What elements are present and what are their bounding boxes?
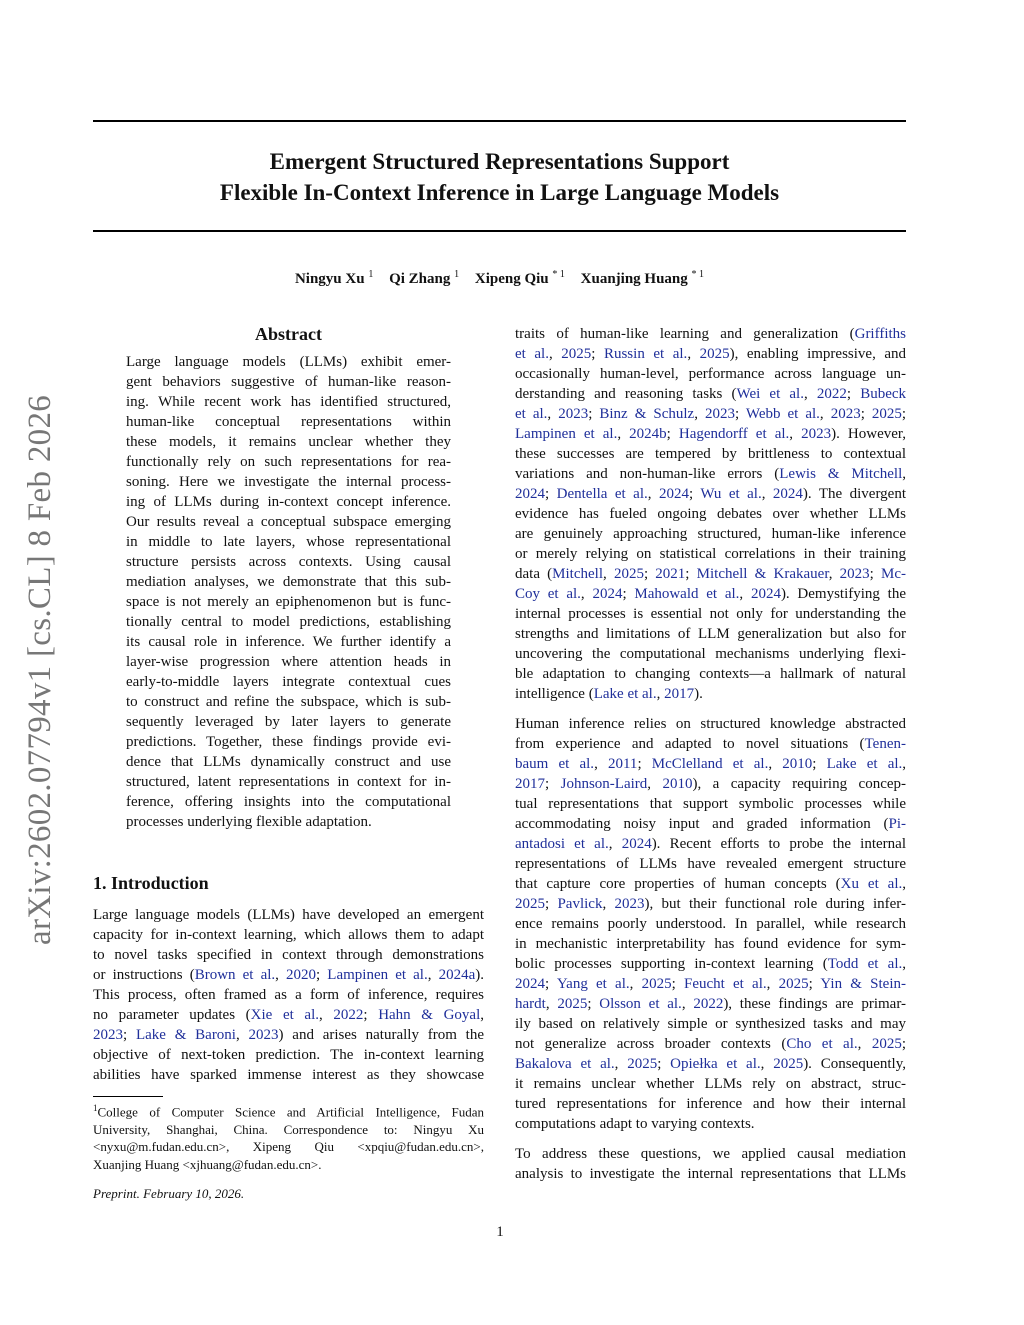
body-line bbox=[515, 484, 906, 504]
footnote-text: Xuanjing Huang <xjhuang@fudan.edu.cn>. bbox=[93, 1156, 322, 1172]
author-list bbox=[93, 265, 906, 289]
intro-line bbox=[93, 965, 484, 985]
intro-line bbox=[93, 1045, 484, 1065]
citation-link[interactable]: Dentella et al. bbox=[556, 486, 648, 502]
citation-link[interactable]: et al. bbox=[515, 406, 548, 422]
citation-link[interactable]: Mitchell bbox=[552, 566, 603, 582]
section-heading-introduction: 1. Introduction bbox=[93, 873, 209, 893]
text-run: ; bbox=[588, 406, 600, 422]
text-run: ), enabling impressive, and bbox=[729, 346, 907, 362]
text-run: ; bbox=[123, 1027, 136, 1043]
abstract-line: ing of LLMs during in-context concept inference. bbox=[126, 494, 451, 510]
body-line bbox=[515, 874, 906, 894]
abstract-line: gent behaviors suggestive of human-like reason- bbox=[126, 374, 451, 390]
body-line bbox=[515, 1074, 906, 1094]
citation-link[interactable]: Pi- bbox=[888, 816, 906, 832]
text-run: , bbox=[760, 1056, 774, 1072]
text-run: , bbox=[768, 756, 783, 772]
text-run: , bbox=[427, 967, 439, 983]
text-run: ; bbox=[869, 566, 882, 582]
text-run: Large language models (LLMs) have developed an emergent bbox=[93, 907, 484, 923]
body-line bbox=[515, 794, 906, 814]
text-run: ; bbox=[685, 566, 697, 582]
abstract-line: space is not merely an epiphenomenon but is func- bbox=[126, 594, 451, 610]
text-run: internal processes is essential not only for understanding the bbox=[515, 606, 906, 622]
text-run: traits of human-like learning and generalization ( bbox=[515, 326, 855, 342]
citation-link[interactable]: 2023 bbox=[93, 1027, 123, 1043]
citation-link[interactable]: 2021 bbox=[655, 566, 686, 582]
citation-link[interactable]: 2025 bbox=[641, 976, 672, 992]
footnote-rule bbox=[93, 1096, 163, 1097]
body-line bbox=[515, 584, 906, 604]
text-run: , bbox=[739, 586, 751, 602]
citation-link[interactable]: 2023 bbox=[830, 406, 861, 422]
intro-line bbox=[93, 1005, 484, 1025]
text-run: , bbox=[789, 426, 802, 442]
text-run: , bbox=[594, 756, 608, 772]
citation-link[interactable]: Opiełka et al. bbox=[670, 1056, 761, 1072]
abstract-line: dence that LLMs dynamically construct and use bbox=[126, 754, 451, 770]
text-run: ). Consequently, bbox=[803, 1056, 906, 1072]
citation-link[interactable]: 2023 bbox=[614, 896, 645, 912]
body-line bbox=[515, 404, 906, 424]
text-run: , bbox=[694, 406, 705, 422]
citation-link[interactable]: 2020 bbox=[286, 967, 317, 983]
abstract-line: layer-wise progression where attention heads in bbox=[126, 654, 451, 670]
abstract-line: Large language models (LLMs) exhibit emer- bbox=[126, 354, 451, 370]
citation-link[interactable]: 2025 bbox=[871, 1036, 902, 1052]
citation-link[interactable]: Brown et al. bbox=[194, 967, 276, 983]
citation-link[interactable]: 2024b bbox=[629, 426, 667, 442]
citation-link[interactable]: Mc- bbox=[881, 566, 907, 582]
text-run: data ( bbox=[515, 566, 553, 582]
text-run: This process, often framed as a form of inference, requires bbox=[93, 987, 484, 1003]
citation-link[interactable]: 2022 bbox=[333, 1007, 364, 1023]
text-run: , bbox=[603, 566, 614, 582]
text-run: ). The divergent bbox=[802, 486, 907, 502]
text-run: ; bbox=[591, 346, 604, 362]
text-run: , bbox=[614, 1056, 628, 1072]
text-run: ; bbox=[901, 1036, 907, 1052]
citation-link[interactable]: 2022 bbox=[816, 386, 847, 402]
abstract-line: structured, latent representations in context for in- bbox=[126, 774, 451, 790]
citation-link[interactable]: 2024a bbox=[438, 967, 476, 983]
body-line bbox=[515, 1144, 906, 1164]
text-run: ). Recent efforts to probe the internal bbox=[651, 836, 906, 852]
text-run: , bbox=[819, 406, 831, 422]
author: Ningyu Xu $^1$ bbox=[294, 269, 374, 287]
citation-link[interactable]: 2017 bbox=[664, 686, 695, 702]
citation-link[interactable]: Todd et al. bbox=[827, 956, 903, 972]
abstract-line: predictions. Together, these findings provide evi- bbox=[126, 734, 451, 750]
text-run: that capture core properties of human concepts ( bbox=[515, 876, 841, 892]
citation-link[interactable]: 2024 bbox=[621, 836, 652, 852]
text-run: objective of next-token prediction. The in-context learning bbox=[93, 1047, 484, 1063]
citation-link[interactable]: Lewis & Mitchell bbox=[779, 466, 903, 482]
text-run: no parameter updates ( bbox=[93, 1007, 251, 1023]
text-run: ; bbox=[808, 976, 821, 992]
text-run: ). However, bbox=[831, 426, 907, 442]
abstract-line: processes underlying flexible adaptation. bbox=[126, 814, 372, 830]
body-line bbox=[515, 464, 906, 484]
citation-link[interactable]: 2024 bbox=[515, 976, 545, 992]
text-run: ). bbox=[475, 967, 485, 983]
text-run: ; bbox=[657, 1056, 671, 1072]
body-line bbox=[515, 544, 906, 564]
citation-link[interactable]: Binz & Schulz bbox=[599, 406, 695, 422]
citation-link[interactable]: Xie et al. bbox=[250, 1007, 319, 1023]
intro-line bbox=[93, 1025, 484, 1045]
citation-link[interactable]: Olsson et al. bbox=[599, 996, 682, 1012]
introduction-text bbox=[93, 905, 484, 1085]
citation-link[interactable]: baum et al. bbox=[515, 756, 595, 772]
citation-link[interactable]: 2025 bbox=[778, 976, 809, 992]
text-run: representations of LLMs have revealed emergent structure bbox=[515, 856, 906, 872]
text-run: analysis to investigate the internal representations that LLMs bbox=[515, 1166, 906, 1182]
abstract-line: sequently leveraged by later layers to generate bbox=[126, 714, 451, 730]
citation-link[interactable]: Lake et al. bbox=[826, 756, 903, 772]
abstract-line: structure persists across contexts. Using causal bbox=[126, 554, 451, 570]
text-run: , bbox=[902, 756, 907, 772]
text-run: strengths and limitations of LLM generalization but also for bbox=[515, 626, 906, 642]
text-run: ; bbox=[688, 486, 701, 502]
title-top-rule bbox=[93, 120, 906, 122]
body-line bbox=[515, 994, 906, 1014]
citation-link[interactable]: 2025 bbox=[699, 346, 730, 362]
footnote-text: University, Shanghai, China. Correspondence to: Ningyu Xu bbox=[93, 1121, 484, 1137]
body-line bbox=[515, 1164, 906, 1184]
text-run: tured representations for inference and how their internal bbox=[515, 1096, 906, 1112]
abstract-line: ference, offering insights into the computational bbox=[126, 794, 451, 810]
text-run: , bbox=[319, 1007, 334, 1023]
author: Xipeng Qiu $^{* 1}$ bbox=[474, 269, 565, 287]
body-line bbox=[515, 974, 906, 994]
body-line bbox=[515, 934, 906, 954]
footnote-line bbox=[93, 1121, 484, 1139]
footnote-line bbox=[93, 1100, 484, 1121]
citation-link[interactable]: Wei et al. bbox=[736, 386, 804, 402]
body-line bbox=[515, 1014, 906, 1034]
text-run: , bbox=[548, 346, 562, 362]
citation-link[interactable]: 2023 bbox=[704, 406, 735, 422]
text-run: accommodating noisy input and graded information ( bbox=[515, 816, 889, 832]
body-line bbox=[515, 324, 906, 344]
abstract-line: Our results reveal a conceptual subspace emerging bbox=[126, 514, 451, 530]
citation-link[interactable]: Mahowald et al. bbox=[634, 586, 740, 602]
text-run: these successes are tempered by brittleness to contextual bbox=[515, 446, 906, 462]
citation-link[interactable]: 2017 bbox=[515, 776, 545, 792]
title-bottom-rule bbox=[93, 230, 906, 232]
citation-link[interactable]: Coy et al. bbox=[515, 586, 581, 602]
text-run: ; bbox=[545, 776, 561, 792]
footnote-text: <nyxu@m.fudan.edu.cn>, Xipeng Qiu <xpqiu@fudan.edu.cn>, bbox=[93, 1139, 484, 1155]
text-run: or merely relying on statistical correlations in their training bbox=[515, 546, 906, 562]
body-paragraph bbox=[515, 324, 906, 704]
body-line bbox=[515, 894, 906, 914]
text-run: ). bbox=[694, 686, 703, 702]
text-run: , bbox=[545, 996, 558, 1012]
text-run: , bbox=[803, 386, 817, 402]
citation-link[interactable]: Cho et al. bbox=[786, 1036, 858, 1052]
text-run: , bbox=[235, 1027, 249, 1043]
abstract-line: its causal role in inference. We further identify a bbox=[126, 634, 451, 650]
text-run: tual representations that support symbolic processes while bbox=[515, 796, 906, 812]
abstract-line: ing. While recent work has identified structured, bbox=[126, 394, 451, 410]
text-run: , bbox=[766, 976, 779, 992]
text-run: ). Demystifying the bbox=[780, 586, 907, 602]
citation-link[interactable]: Webb et al. bbox=[745, 406, 820, 422]
citation-link[interactable]: 2010 bbox=[782, 756, 813, 772]
abstract-line: to construct and refine the subspace, which is sub- bbox=[126, 694, 451, 710]
body-line bbox=[515, 954, 906, 974]
text-run: , bbox=[480, 1007, 485, 1023]
intro-line bbox=[93, 925, 484, 945]
citation-link[interactable]: Hahn & Goyal bbox=[378, 1007, 481, 1023]
author: Xuanjing Huang $^{* 1}$ bbox=[580, 269, 705, 287]
title-line-1: Emergent Structured Representations Support bbox=[269, 149, 730, 174]
text-run: ; bbox=[545, 896, 558, 912]
text-run: , bbox=[902, 956, 906, 972]
citation-link[interactable]: 2023 bbox=[248, 1027, 279, 1043]
text-run: evidence has fueled ongoing debates over whether LLMs bbox=[515, 506, 906, 522]
text-run: , bbox=[602, 896, 615, 912]
body-line bbox=[515, 524, 906, 544]
footnote-mark: 1 bbox=[93, 1103, 98, 1113]
abstract-text bbox=[126, 352, 451, 832]
text-run: ble adaptation to changing contexts—a hallmark of natural bbox=[515, 666, 906, 682]
citation-link[interactable]: Pavlick bbox=[557, 896, 603, 912]
text-run: ; bbox=[812, 756, 827, 772]
footnote-line bbox=[93, 1138, 484, 1156]
body-line bbox=[515, 384, 906, 404]
citation-link[interactable]: Bubeck bbox=[860, 386, 907, 402]
text-run: Human inference relies on structured knowledge abstracted bbox=[515, 716, 906, 732]
body-line bbox=[515, 564, 906, 584]
text-run: in mechanistic interpretability has found evidence for sym- bbox=[515, 936, 906, 952]
text-run: , bbox=[647, 776, 663, 792]
citation-link[interactable]: Griffiths bbox=[854, 326, 906, 342]
body-line bbox=[515, 734, 906, 754]
text-run: , bbox=[857, 1036, 872, 1052]
body-line bbox=[515, 834, 906, 854]
body-line bbox=[515, 424, 906, 444]
text-run: derstanding and reasoning tasks ( bbox=[515, 386, 737, 402]
text-run: , bbox=[617, 426, 630, 442]
citation-link[interactable]: Yang et al. bbox=[556, 976, 630, 992]
text-run: , bbox=[547, 406, 559, 422]
text-run: to novel tasks specified in context through demonstrations bbox=[93, 947, 484, 963]
body-line bbox=[515, 504, 906, 524]
body-line bbox=[515, 444, 906, 464]
affiliation-footnote bbox=[93, 1100, 484, 1173]
citation-link[interactable]: Lampinen et al. bbox=[327, 967, 428, 983]
body-line bbox=[515, 624, 906, 644]
title-line-2: Flexible In-Context Inference in Large Language Models bbox=[219, 180, 780, 205]
citation-link[interactable]: Hagendorff et al. bbox=[678, 426, 790, 442]
text-run: ; bbox=[671, 976, 684, 992]
text-run: , bbox=[580, 586, 593, 602]
citation-link[interactable]: et al. bbox=[515, 346, 549, 362]
body-line bbox=[515, 684, 906, 704]
citation-link[interactable]: 2025 bbox=[773, 1056, 804, 1072]
text-run: it remains unclear whether LLMs rely on abstract, struc- bbox=[515, 1076, 906, 1092]
text-run: uncovering the computational mechanisms underlying flexi- bbox=[515, 646, 906, 662]
abstract-line: tionally central to model predictions, establishing bbox=[126, 614, 451, 630]
citation-link[interactable]: antadosi et al. bbox=[515, 836, 609, 852]
text-run: ; bbox=[637, 756, 652, 772]
text-run: , bbox=[687, 346, 700, 362]
text-run: or instructions ( bbox=[93, 967, 195, 983]
citation-link[interactable]: 2025 bbox=[613, 566, 644, 582]
text-run: ence remains poorly understood. In parallel, while research bbox=[515, 916, 906, 932]
body-line bbox=[515, 1094, 906, 1114]
abstract-line: soning. Here we investigate the internal process- bbox=[126, 474, 451, 490]
citation-link[interactable]: 2023 bbox=[839, 566, 870, 582]
text-run: ; bbox=[622, 586, 635, 602]
citation-link[interactable]: Feucht et al. bbox=[683, 976, 767, 992]
text-run: are genuinely approaching structured, human-like inference bbox=[515, 526, 906, 542]
citation-link[interactable]: 2024 bbox=[750, 586, 781, 602]
citation-link[interactable]: 2024 bbox=[592, 586, 623, 602]
abstract-heading: Abstract bbox=[255, 324, 322, 344]
body-line bbox=[515, 364, 906, 384]
citation-link[interactable]: Lake et al. bbox=[593, 686, 657, 702]
citation-link[interactable]: Bakalova et al. bbox=[515, 1056, 615, 1072]
text-run: ; bbox=[545, 976, 557, 992]
text-run: ; bbox=[316, 967, 328, 983]
intro-line bbox=[93, 945, 484, 965]
body-line bbox=[515, 1034, 906, 1054]
abstract-line: human-like conceptual representations within bbox=[126, 414, 451, 430]
text-run: ) and arises naturally from the bbox=[278, 1027, 484, 1043]
text-run: ; bbox=[643, 566, 656, 582]
text-run: To address these questions, we applied causal mediation bbox=[515, 1146, 906, 1162]
body-line bbox=[515, 344, 906, 364]
author: Qi Zhang $^1$ bbox=[389, 269, 460, 287]
abstract-line: in middle to late layers, whose representational bbox=[126, 534, 451, 550]
intro-line bbox=[93, 905, 484, 925]
citation-link[interactable]: Wu et al. bbox=[700, 486, 762, 502]
citation-link[interactable]: 2025 bbox=[871, 406, 902, 422]
body-line bbox=[515, 664, 906, 684]
text-run: , bbox=[275, 967, 287, 983]
text-run: occasionally human-level, performance across language un- bbox=[515, 366, 906, 382]
citation-link[interactable]: Lampinen et al. bbox=[515, 426, 618, 442]
text-run: ), a capacity requiring concep- bbox=[692, 776, 907, 792]
text-run: , bbox=[629, 976, 642, 992]
body-line bbox=[515, 604, 906, 624]
right-column-text bbox=[515, 324, 906, 1194]
text-run: not generalize across broader contexts ( bbox=[515, 1036, 787, 1052]
citation-link[interactable]: 2025 bbox=[515, 896, 545, 912]
text-run: ; bbox=[587, 996, 600, 1012]
body-line bbox=[515, 774, 906, 794]
text-run: , bbox=[828, 566, 840, 582]
body-line bbox=[515, 1114, 906, 1134]
text-run: variations and non-human-like errors ( bbox=[515, 466, 780, 482]
text-run: , bbox=[608, 836, 622, 852]
citation-link[interactable]: 2025 bbox=[627, 1056, 658, 1072]
citation-link[interactable]: Lake & Baroni bbox=[135, 1027, 236, 1043]
intro-line bbox=[93, 1065, 484, 1085]
body-line bbox=[515, 854, 906, 874]
text-run: ), these findings are primar- bbox=[723, 996, 907, 1012]
text-run: , bbox=[681, 996, 694, 1012]
page-number: 1 bbox=[496, 1224, 504, 1240]
citation-link[interactable]: hardt bbox=[515, 996, 546, 1012]
body-paragraph bbox=[515, 1144, 906, 1184]
text-run: ; bbox=[860, 406, 872, 422]
citation-link[interactable]: 2025 bbox=[561, 346, 592, 362]
text-run: ; bbox=[666, 426, 679, 442]
text-run: capacity for in-context learning, which allows them to adapt bbox=[93, 927, 484, 943]
text-run: abilities have sparked immense interest as they showcase bbox=[93, 1067, 484, 1083]
text-run: ; bbox=[901, 406, 907, 422]
citation-link[interactable]: 2022 bbox=[693, 996, 724, 1012]
text-run: , bbox=[647, 486, 659, 502]
abstract-line: functionally rely on such representations for rea- bbox=[126, 454, 451, 470]
citation-link[interactable]: Russin et al. bbox=[603, 346, 688, 362]
body-line bbox=[515, 1054, 906, 1074]
citation-link[interactable]: 2024 bbox=[772, 486, 803, 502]
citation-link[interactable]: Xu et al. bbox=[840, 876, 903, 892]
body-line bbox=[515, 754, 906, 774]
body-line bbox=[515, 644, 906, 664]
citation-link[interactable]: 2011 bbox=[607, 756, 638, 772]
text-run: from experience and adapted to novel situations ( bbox=[515, 736, 865, 752]
text-run: , bbox=[902, 466, 906, 482]
text-run: ily based on relatively simple or synthesized tasks and may bbox=[515, 1016, 906, 1032]
text-run: ), but their functional role during infer- bbox=[644, 896, 906, 912]
footnote-text: College of Computer Science and Artificial Intelligence, Fudan bbox=[97, 1104, 484, 1120]
citation-link[interactable]: Yin & Stein- bbox=[820, 976, 907, 992]
body-paragraph bbox=[515, 714, 906, 1134]
paper-title bbox=[93, 146, 906, 208]
text-run: ; bbox=[734, 406, 746, 422]
text-run: intelligence ( bbox=[515, 686, 594, 702]
arxiv-identifier-stamp[interactable]: arXiv:2602.07794v1 [cs.CL] 8 Feb 2026 bbox=[22, 394, 58, 945]
citation-link[interactable]: Mitchell & Krakauer bbox=[696, 566, 829, 582]
citation-link[interactable]: 2023 bbox=[801, 426, 832, 442]
citation-link[interactable]: 2025 bbox=[557, 996, 588, 1012]
citation-link[interactable]: Tenen- bbox=[864, 736, 906, 752]
abstract-line: these models, it remains unclear whether they bbox=[126, 434, 451, 450]
citation-link[interactable]: 2024 bbox=[658, 486, 689, 502]
text-run: , bbox=[902, 876, 906, 892]
footnote-line bbox=[93, 1156, 484, 1174]
text-run: computations adapt to varying contexts. bbox=[515, 1116, 755, 1132]
text-run: , bbox=[656, 686, 665, 702]
text-run: , bbox=[761, 486, 773, 502]
citation-link[interactable]: 2024 bbox=[515, 486, 545, 502]
body-line bbox=[515, 914, 906, 934]
citation-link[interactable]: 2010 bbox=[662, 776, 693, 792]
text-run: ; bbox=[846, 386, 861, 402]
abstract-line: early-to-middle layers integrate contextual cues bbox=[126, 674, 451, 690]
citation-link[interactable]: McClelland et al. bbox=[651, 756, 769, 772]
abstract-line: mediation analyses, we demonstrate that this sub- bbox=[126, 574, 451, 590]
intro-line bbox=[93, 985, 484, 1005]
text-run: ; bbox=[363, 1007, 379, 1023]
citation-link[interactable]: 2023 bbox=[558, 406, 589, 422]
body-line bbox=[515, 714, 906, 734]
citation-link[interactable]: Johnson-Laird bbox=[560, 776, 648, 792]
body-line bbox=[515, 814, 906, 834]
preprint-note: Preprint. February 10, 2026. bbox=[93, 1186, 245, 1201]
text-run: bolic processes supporting in-context learning ( bbox=[515, 956, 828, 972]
text-run: ; bbox=[545, 486, 557, 502]
